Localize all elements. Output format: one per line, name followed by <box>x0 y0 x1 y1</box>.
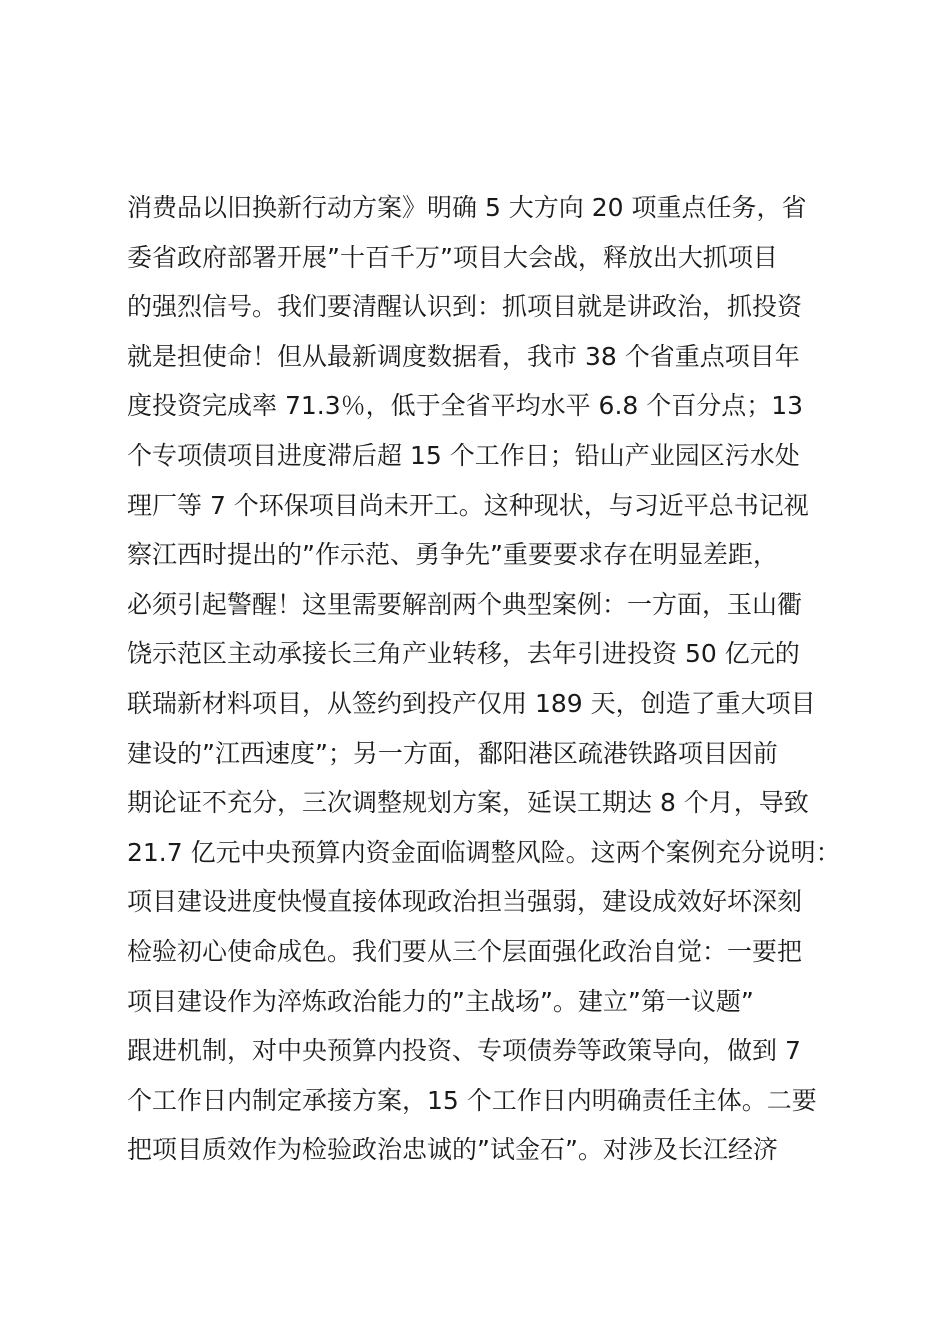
text-line: 检验初心使命成色。我们要从三个层面强化政治自觉：一要把 <box>127 936 803 966</box>
text-line: 建设的”江西速度”；另一方面，鄱阳港区疏港铁路项目因前 <box>127 738 778 768</box>
text-line: 的强烈信号。我们要清醒认识到：抓项目就是讲政治，抓投资 <box>127 292 803 322</box>
body-text <box>127 183 841 1175</box>
text-line: 期论证不充分，三次调整规划方案，延误工期达 8 个月，导致 <box>127 788 809 818</box>
text-line: 个专项债项目进度滞后超 15 个工作日；铅山产业园区污水处 <box>127 440 800 470</box>
text-line: 理厂等 7 个环保项目尚未开工。这种现状，与习近平总书记视 <box>127 490 809 520</box>
text-line: 21.7 亿元中央预算内资金面临调整风险。这两个案例充分说明： <box>127 837 841 867</box>
text-line: 把项目质效作为检验政治忠诚的”试金石”。对涉及长江经济 <box>127 1135 778 1165</box>
text-line: 委省政府部署开展”十百千万”项目大会战，释放出大抓项目 <box>127 242 778 272</box>
text-line: 就是担使命！但从最新调度数据看，我市 38 个省重点项目年 <box>127 341 800 371</box>
text-line: 联瑞新材料项目，从签约到投产仅用 189 天，创造了重大项目 <box>127 688 816 718</box>
text-line: 消费品以旧换新行动方案》明确 5 大方向 20 项重点任务，省 <box>127 193 807 222</box>
text-line: 度投资完成率 71.3％，低于全省平均水平 6.8 个百分点；13 <box>127 391 804 421</box>
text-line: 项目建设作为淬炼政治能力的”主战场”。建立”第一议题” <box>127 986 754 1016</box>
text-line: 必须引起警醒！这里需要解剖两个典型案例：一方面，玉山衢 <box>127 589 803 619</box>
text-line: 饶示范区主动承接长三角产业转移，去年引进投资 50 亿元的 <box>127 639 800 669</box>
text-line: 项目建设进度快慢直接体现政治担当强弱，建设成效好坏深刻 <box>127 887 803 917</box>
text-line: 察江西时提出的”作示范、勇争先”重要要求存在明显差距， <box>127 540 778 570</box>
text-line: 跟进机制，对中央预算内投资、专项债券等政策导向，做到 7 <box>127 1036 801 1066</box>
text-line: 个工作日内制定承接方案，15 个工作日内明确责任主体。二要 <box>127 1085 817 1115</box>
